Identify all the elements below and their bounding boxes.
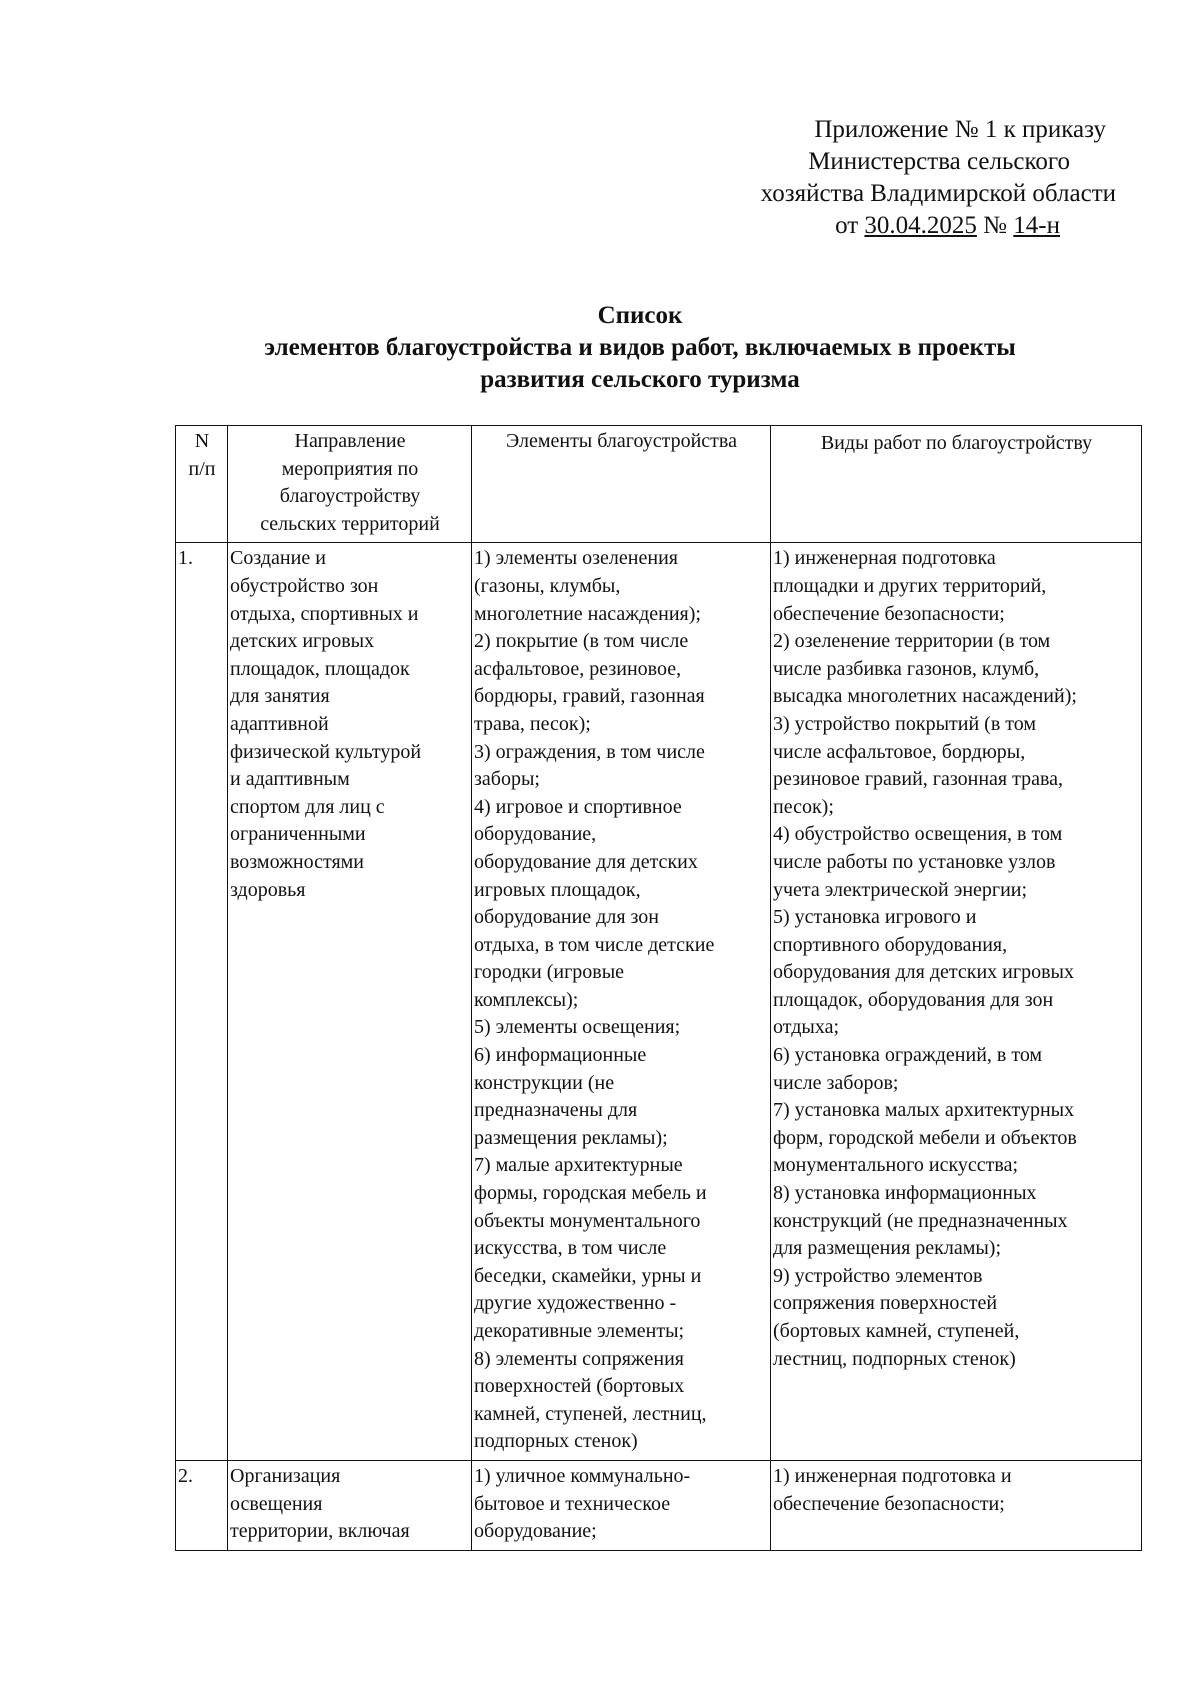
cell-line: многолетние насаждения); xyxy=(474,602,701,625)
appendix-number-sign: № xyxy=(983,212,1008,239)
cell-line: (газоны, клумбы, xyxy=(474,574,621,597)
cell-line: Виды работ по благоустройству xyxy=(820,432,1093,454)
cell-line: сельских территорий xyxy=(260,512,440,535)
cell-line: 1) инженерная подготовка xyxy=(773,547,996,570)
cell-line: 3) ограждения, в том числе xyxy=(474,740,705,763)
cell-line: поверхностей (бортовых xyxy=(474,1375,685,1398)
title-line-1: Список xyxy=(597,302,683,329)
cell-line: п/п xyxy=(188,457,216,480)
cell-line: предназначены для xyxy=(474,1099,638,1122)
cell-line: лестниц, подпорных стенок) xyxy=(773,1347,1016,1370)
cell-line: оборудование, xyxy=(474,823,597,846)
cell-line: другие художественно - xyxy=(474,1292,677,1315)
cell-line: декоративные элементы; xyxy=(474,1320,685,1342)
document-title xyxy=(120,300,1160,396)
cell-line: городки (игровые xyxy=(474,961,625,984)
cell-line: физической культурой xyxy=(230,740,422,763)
cell-line: спортивного оборудования, xyxy=(773,933,1008,956)
cell-line: 5) установка игрового и xyxy=(773,906,977,929)
cell-line: конструкции (не xyxy=(474,1071,615,1094)
cell-line: оборудование; xyxy=(474,1520,597,1543)
cell-line: 7) малые архитектурные xyxy=(474,1154,683,1177)
cell-line: игровых площадок, xyxy=(474,878,641,901)
cell-line: для размещения рекламы); xyxy=(773,1237,1002,1260)
cell-line: сопряжения поверхностей xyxy=(773,1292,998,1315)
cell-line: N xyxy=(194,430,210,452)
cell-line: 2) покрытие (в том числе xyxy=(474,630,689,653)
cell-line: трава, песок); xyxy=(474,712,591,735)
cell-line: резиновое гравий, газонная трава, xyxy=(773,768,1064,791)
cell-line: Организация xyxy=(230,1464,341,1487)
cell-line: 1) инженерная подготовка и xyxy=(773,1464,1012,1487)
table-header-row xyxy=(176,426,1142,543)
cell-line: мероприятия по xyxy=(281,457,419,480)
cell-line: 1) элементы озеленения xyxy=(474,547,678,570)
cell-line: оборудование для детских xyxy=(474,850,698,873)
cell-line: числе разбивка газонов, клумб, xyxy=(773,657,1040,680)
row-elements xyxy=(472,1460,771,1550)
cell-line: 8) элементы сопряжения xyxy=(474,1347,684,1370)
cell-line: Создание и xyxy=(230,547,326,570)
appendix-line-1: Приложение № 1 к приказу xyxy=(814,116,1106,143)
header-direction xyxy=(228,426,472,543)
cell-line: обеспечение безопасности; xyxy=(773,602,1005,625)
header-works xyxy=(771,426,1142,543)
cell-line: территории, включая xyxy=(230,1520,410,1543)
cell-line: возможностями xyxy=(230,850,365,873)
cell-line: обеспечение безопасности; xyxy=(773,1492,1005,1515)
cell-line: 3) устройство покрытий (в том xyxy=(773,712,1037,735)
row-elements xyxy=(472,543,771,1461)
cell-line: адаптивной xyxy=(230,712,329,735)
cell-line: числе работы по установке узлов xyxy=(773,850,1056,873)
cell-line: 4) игровое и спортивное xyxy=(474,795,682,818)
cell-line: камней, ступеней, лестниц, xyxy=(474,1402,707,1425)
cell-line: объекты монументального xyxy=(474,1209,701,1232)
cell-line: искусства, в том числе xyxy=(474,1237,667,1260)
cell-line: 9) устройство элементов xyxy=(773,1264,983,1287)
cell-line: обустройство зон xyxy=(230,574,379,597)
cell-line: ограниченными xyxy=(230,823,366,846)
row-direction xyxy=(228,1460,472,1550)
cell-line: числе заборов; xyxy=(773,1071,899,1094)
cell-line: 8) установка информационных xyxy=(773,1182,1037,1205)
cell-line: оборудование для зон xyxy=(474,906,660,929)
cell-line: размещения рекламы); xyxy=(474,1126,668,1149)
cell-line: учета электрической энергии; xyxy=(773,878,1028,901)
cell-line: и адаптивным xyxy=(230,768,350,791)
cell-line: асфальтовое, резиновое, xyxy=(474,657,682,680)
appendix-line-4 xyxy=(696,210,1116,242)
table-row xyxy=(176,1460,1142,1550)
cell-line: (бортовых камней, ступеней, xyxy=(773,1320,1020,1342)
cell-line: бордюры, гравий, газонная xyxy=(474,685,705,708)
cell-line: отдыха; xyxy=(773,1016,839,1039)
cell-line: 2) озеленение территории (в том xyxy=(773,630,1051,653)
cell-line: отдыха, спортивных и xyxy=(230,602,419,625)
appendix-line-2: Министерства сельского xyxy=(808,148,1070,175)
cell-line: заборы; xyxy=(474,768,540,791)
appendix-header xyxy=(696,114,1116,242)
row-works xyxy=(771,1460,1142,1550)
appendix-number: 14-н xyxy=(1013,212,1060,239)
cell-line: высадка многолетних насаждений); xyxy=(773,685,1077,708)
row-number: 1. xyxy=(176,543,228,1461)
cell-line: Элементы благоустройства xyxy=(506,430,737,452)
cell-line: бытовое и техническое xyxy=(474,1492,671,1515)
cell-line: монументального искусства; xyxy=(773,1154,1018,1177)
works-table xyxy=(175,425,1142,1551)
cell-line: спортом для лиц с xyxy=(230,795,385,818)
cell-line: для занятия xyxy=(230,685,330,708)
cell-line: форм, городской мебели и объектов xyxy=(773,1126,1077,1149)
cell-line: 7) установка малых архитектурных xyxy=(773,1099,1075,1122)
cell-line: площадки и других территорий, xyxy=(773,574,1047,597)
title-line-2: элементов благоустройства и видов работ, включаемых в проекты xyxy=(264,334,1016,361)
appendix-line-3: хозяйства Владимирской области xyxy=(760,180,1116,207)
cell-line: числе асфальтовое, бордюры, xyxy=(773,740,1026,763)
cell-line: беседки, скамейки, урны и xyxy=(474,1264,702,1287)
appendix-date: 30.04.2025 xyxy=(864,212,977,239)
cell-line: отдыха, в том числе детские xyxy=(474,933,715,956)
cell-line: площадок, площадок xyxy=(230,657,410,680)
cell-line: комплексы); xyxy=(474,988,579,1011)
cell-line: освещения xyxy=(230,1492,323,1515)
table-row xyxy=(176,543,1142,1461)
cell-line: площадок, оборудования для зон xyxy=(773,988,1054,1011)
header-num xyxy=(176,426,228,543)
row-direction xyxy=(228,543,472,1461)
cell-line: конструкций (не предназначенных xyxy=(773,1209,1068,1232)
cell-line: оборудования для детских игровых xyxy=(773,961,1074,984)
cell-line: 6) информационные xyxy=(474,1044,647,1067)
cell-line: 5) элементы освещения; xyxy=(474,1016,681,1039)
header-elements xyxy=(472,426,771,543)
cell-line: 1) уличное коммунально- xyxy=(474,1464,691,1487)
cell-line: песок); xyxy=(773,795,834,818)
cell-line: 6) установка ограждений, в том xyxy=(773,1044,1043,1067)
cell-line: формы, городская мебель и xyxy=(474,1182,707,1205)
cell-line: 4) обустройство освещения, в том xyxy=(773,823,1063,846)
title-line-3: развития сельского туризма xyxy=(480,366,800,393)
appendix-from: от xyxy=(835,212,859,239)
cell-line: подпорных стенок) xyxy=(474,1430,638,1453)
cell-line: благоустройству xyxy=(279,485,421,508)
row-works xyxy=(771,543,1142,1461)
cell-line: Направление xyxy=(294,430,406,452)
cell-line: здоровья xyxy=(230,878,306,901)
cell-line: детских игровых xyxy=(230,630,375,653)
row-number: 2. xyxy=(176,1460,228,1550)
